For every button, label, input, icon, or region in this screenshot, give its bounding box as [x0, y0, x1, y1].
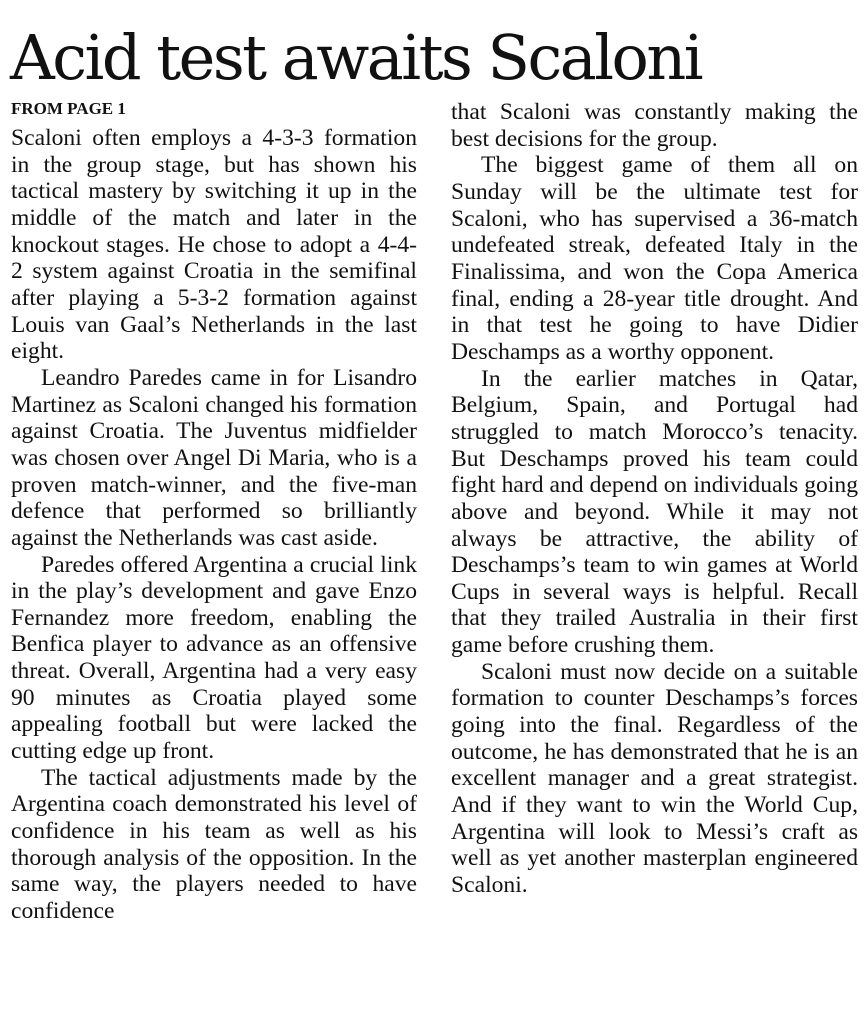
paragraph: Scaloni often employs a 4-3-3 formation in the group stage, but has shown his tactical mastery by switching it up in the middle of the match and later in the knockout stages. He chose to adopt a 4-4-2 system against Croatia in the semifinal after playing a 5-3-2 formation against Louis van Gaal’s Netherlands in the last eight.	[11, 125, 417, 365]
paragraph: The tactical adjustments made by the Argentina coach demonstrated his level of confidence in his team as well as his thorough analysis of the opposition. In the same way, the players needed to have confidence	[11, 764, 417, 925]
paragraph: In the earlier matches in Qatar, Belgium, Spain, and Portugal had struggled to match Morocco’s tenacity. But Deschamps proved his team could fight hard and depend on individuals going above and beyond. While it may not always be attractive, the ability of Deschamps’s team to win games at World Cups in several ways is helpful. Recall that they trailed Australia in their first game before crushing them.	[451, 365, 858, 659]
paragraph: The biggest game of them all on Sunday will be the ultimate test for Scaloni, who has supervised a 36-match undefeated streak, defeated Italy in the Finalissima, and won the Copa America final, ending a 28-year title drought. And in that test he going to have Didier Deschamps as a worthy opponent.	[451, 152, 858, 365]
headline: Acid test awaits Scaloni	[10, 21, 702, 94]
paragraph: Scaloni must now decide on a suitable formation to counter Deschamps’s forces going into the final. Regardless of the outcome, he has demonstrated that he is an excellent manager and a great strategist. And if they want to win the World Cup, Argentina will look to Messi’s craft as well as yet another masterplan engineered Scaloni.	[451, 658, 858, 899]
paragraph: Paredes offered Argentina a crucial link in the play’s development and gave Enzo Fernandez more freedom, enabling the Benfica player to advance as an offensive threat. Overall, Argentina had a very easy 90 minutes as Croatia played some appealing football but were lacked the cutting edge up front.	[11, 551, 417, 765]
paragraph: Leandro Paredes came in for Lisandro Martinez as Scaloni changed his formation against Croatia. The Juventus midfielder was chosen over Angel Di Maria, who is a proven match-winner, and the five-man defence that performed so brilliantly against the Netherlands was cast aside.	[11, 364, 417, 551]
continued-from-label: FROM PAGE 1	[11, 99, 126, 118]
paragraph: that Scaloni was constantly making the best decisions for the group.	[451, 99, 858, 152]
left-column	[11, 125, 417, 925]
right-column	[451, 99, 858, 899]
